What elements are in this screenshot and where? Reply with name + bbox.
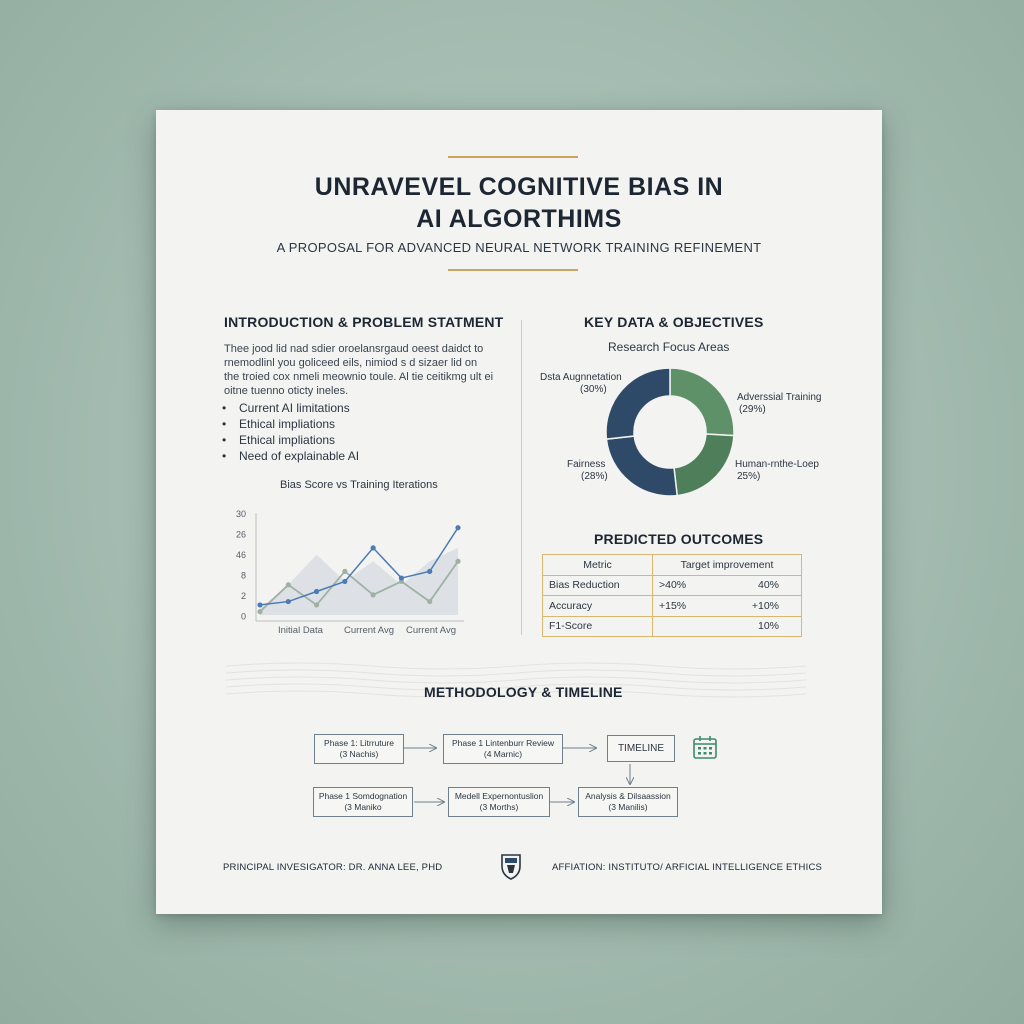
- research-focus-donut: [602, 364, 738, 500]
- label-pct: (28%): [581, 471, 608, 482]
- label-name: Human-rnthe-Loep: [735, 459, 819, 470]
- step-title: Phase 1: Litrruture: [324, 738, 394, 748]
- flow-step-4: [448, 787, 550, 817]
- x-axis-ticks: [278, 625, 456, 636]
- calendar-icon: [692, 734, 718, 760]
- label-pct: (29%): [739, 404, 766, 415]
- label-name: Dsta Augnnetation: [540, 372, 622, 383]
- key-data-heading: KEY DATA & OBJECTIVES: [584, 314, 764, 330]
- series-point: [314, 589, 319, 594]
- outcomes-heading: PREDICTED OUTCOMES: [594, 531, 764, 547]
- step-duration: (3 Manilis): [608, 802, 648, 812]
- series-point: [427, 599, 432, 604]
- y-tick-label: 30: [235, 509, 246, 519]
- title-line-2: AI ALGORTHIMS: [416, 205, 622, 233]
- header-target: Target improvement: [653, 555, 802, 576]
- donut-label-augmentation: [540, 372, 622, 396]
- series-point: [286, 599, 291, 604]
- series-point: [257, 609, 262, 614]
- donut-label-human-loop: [735, 459, 819, 483]
- table-row: [543, 596, 802, 617]
- y-axis-ticks: [236, 509, 246, 622]
- timeline-box: TIMELINE: [607, 735, 675, 762]
- step-duration: (3 Morths): [479, 802, 519, 812]
- label-name: Adverssial Training: [737, 392, 822, 403]
- label-name: Fairness: [567, 459, 606, 470]
- bias-line-chart: [226, 503, 486, 638]
- series-point: [314, 602, 319, 607]
- area-fill: [260, 548, 458, 615]
- series-point: [342, 569, 347, 574]
- methodology-heading: METHODOLOGY & TIMELINE: [424, 684, 623, 700]
- bullet-item: • Ethical impliations: [222, 416, 359, 432]
- value-cell: 10%: [728, 616, 802, 637]
- y-tick-label: 46: [235, 550, 246, 560]
- table-header-row: [543, 555, 802, 576]
- donut-title: Research Focus Areas: [608, 340, 730, 354]
- table-row: [543, 575, 802, 596]
- flow-step-5: [578, 787, 678, 817]
- line-chart-title: Bias Score vs Training Iterations: [280, 479, 438, 491]
- x-tick-label: Current Avg: [406, 625, 456, 636]
- series-point: [427, 569, 432, 574]
- flow-step-2: [443, 734, 563, 764]
- series-point: [371, 592, 376, 597]
- intro-heading: INTRODUCTION & PROBLEM STATMENT: [224, 314, 504, 330]
- donut-label-fairness: [567, 459, 608, 483]
- donut-slice: [674, 434, 734, 496]
- value-cell: 40%: [728, 575, 802, 596]
- step-duration: (4 Marnic): [483, 749, 523, 759]
- x-tick-label: Current Avg: [344, 625, 394, 636]
- series-point: [257, 602, 262, 607]
- series-point: [455, 559, 460, 564]
- series-point: [371, 545, 376, 550]
- principal-investigator: PRINCIPAL INVESIGATOR: DR. ANNA LEE, PHD: [223, 862, 443, 873]
- series-point: [286, 582, 291, 587]
- subtitle: A PROPOSAL FOR ADVANCED NEURAL NETWORK TRAINING REFINEMENT: [276, 240, 762, 255]
- title-line-1: UNRAVEVEL COGNITIVE BIAS IN: [314, 173, 724, 201]
- bullet-item: • Ethical impliations: [222, 432, 359, 448]
- value-cell: [653, 616, 728, 637]
- label-pct: 25%): [737, 471, 761, 482]
- x-tick-label: Initial Data: [278, 625, 323, 636]
- title-top-rule: [448, 156, 578, 158]
- bullet-item: • Current AI limitations: [222, 400, 359, 416]
- step-duration: (3 Maniko: [344, 802, 382, 812]
- donut-slice: [606, 436, 677, 496]
- metric-cell: F1-Score: [543, 616, 653, 637]
- y-tick-label: 0: [240, 611, 246, 622]
- value-cell: +10%: [728, 596, 802, 617]
- header-metric: Metric: [543, 555, 653, 576]
- affiliation: AFFIATION: INSTITUTO/ ARFICIAL INTELLIGENCE ETHICS: [552, 862, 823, 873]
- flow-step-1: [314, 734, 404, 764]
- outcomes-table: [542, 554, 802, 637]
- title-bottom-rule: [448, 269, 578, 271]
- value-cell: +15%: [653, 596, 728, 617]
- step-title: Analysis & Dilsaassion: [585, 791, 671, 801]
- y-tick-label: 2: [240, 591, 246, 601]
- table-row: [543, 616, 802, 637]
- step-title: Phase 1 Lintenburr Review: [451, 738, 555, 748]
- series-point: [399, 575, 404, 580]
- y-tick-label: 26: [235, 529, 246, 540]
- value-cell: >40%: [653, 575, 728, 596]
- donut-label-adversarial: [737, 392, 821, 416]
- series-point: [342, 579, 347, 584]
- crest-logo-icon: [500, 852, 522, 880]
- column-divider: [521, 320, 522, 635]
- metric-cell: Bias Reduction: [543, 575, 653, 596]
- label-pct: (30%): [580, 384, 607, 395]
- step-title: Medell Expernontuslion: [454, 791, 544, 801]
- flow-step-3: [313, 787, 413, 817]
- series-point: [455, 525, 460, 530]
- metric-cell: Accuracy: [543, 596, 653, 617]
- bullet-item: • Need of explainable AI: [222, 448, 359, 464]
- donut-slice: [670, 368, 734, 436]
- step-title: Phase 1 Somdognation: [318, 791, 408, 801]
- proposal-poster: [156, 110, 882, 914]
- step-duration: (3 Nachis): [339, 749, 379, 759]
- y-tick-label: 8: [240, 570, 246, 581]
- intro-bullets: [222, 400, 359, 464]
- intro-paragraph: Thee jood lid nad sdier oroelansrgaud oeest daidct to rnemodlinl you goliceed eils, nimiod s d sizaer lid on the troied cox nmeli meownio toule. Al tie ceitikmg ult ei oitne tuenno oticty ineles.: [224, 343, 494, 397]
